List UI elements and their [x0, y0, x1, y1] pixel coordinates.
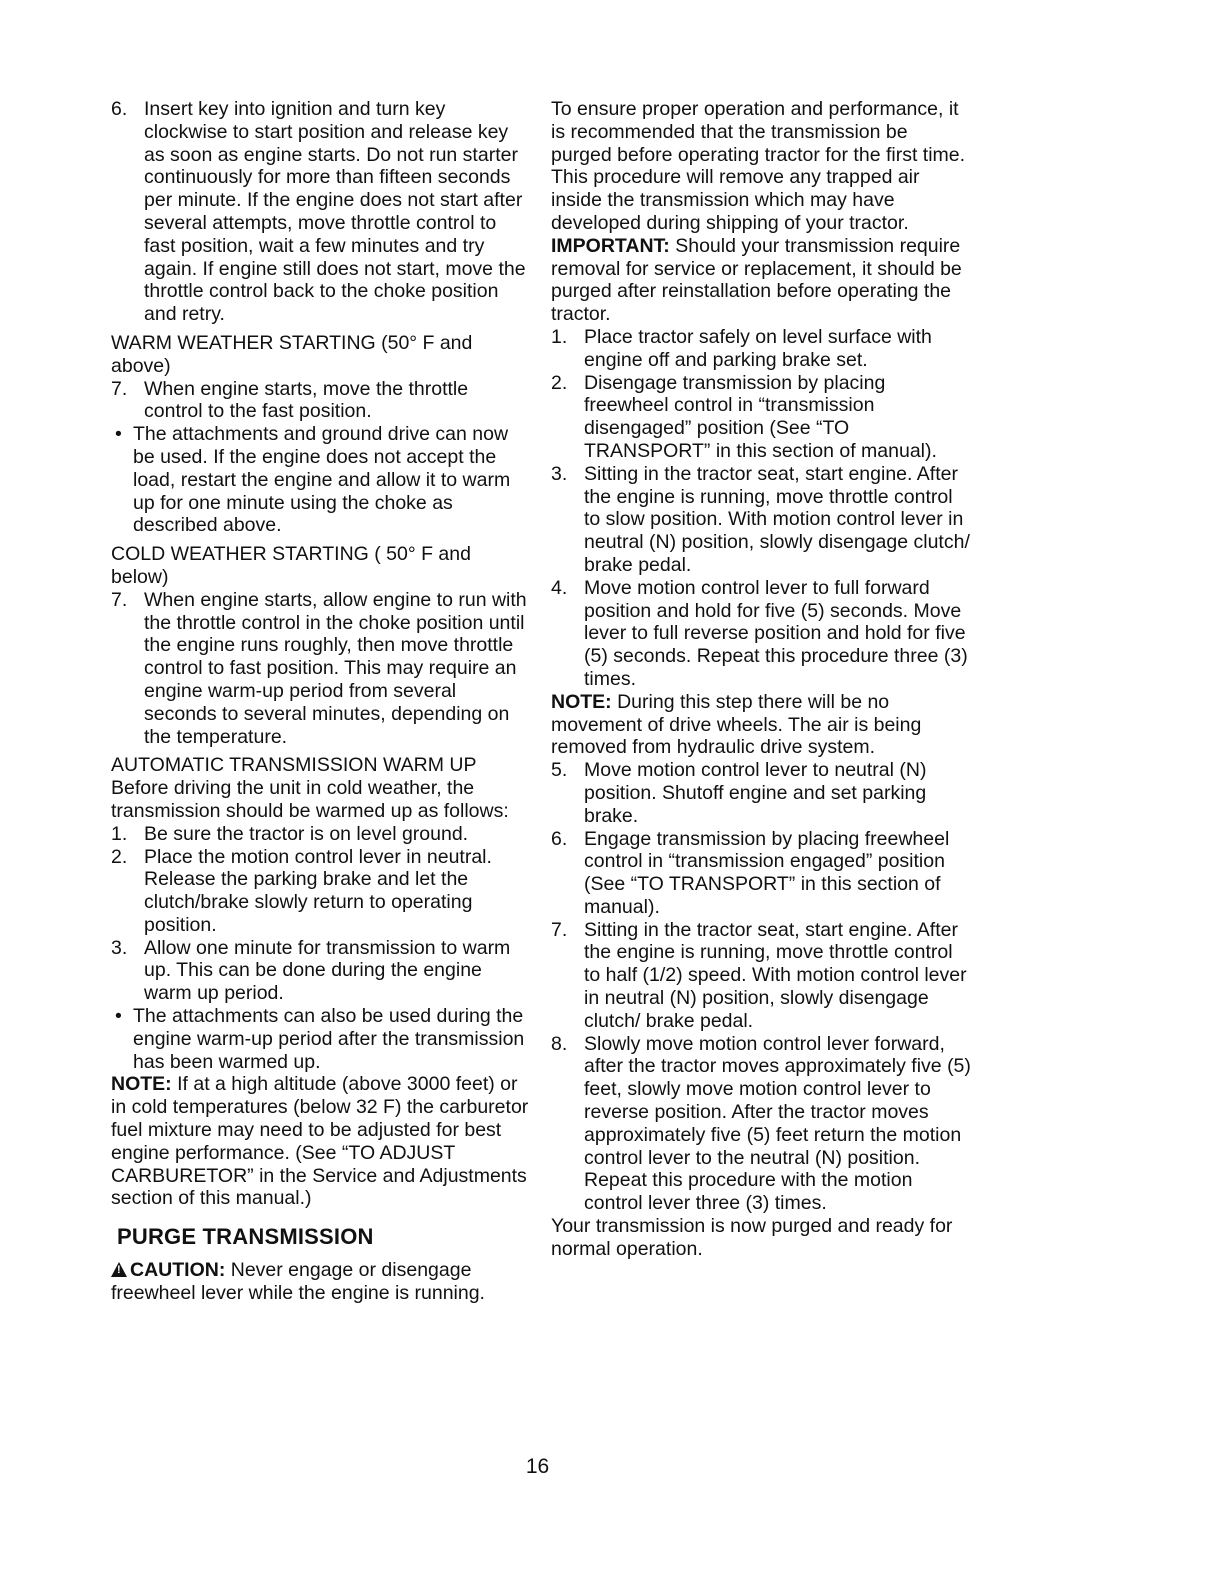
purge-step-5 — [551, 759, 971, 827]
cold-step-7 — [111, 589, 531, 749]
drive-wheels-note — [551, 691, 971, 759]
auto-intro: Before driving the unit in cold weather, the transmission should be warmed up as follows: — [111, 777, 509, 822]
warm-weather-heading: WARM WEATHER STARTING (50° F and above) — [111, 331, 473, 377]
note-text: If at a high altitude (above 3000 feet) or in cold temperatures (below 32 F) the carburetor fuel mixture may need to be adjusted for best engine performance. (See “TO ADJUST CARBURETOR” in the Service and Adjustments section of this manual.) — [111, 1073, 529, 1210]
step-number: 8. — [551, 1032, 568, 1055]
step-number: 2. — [111, 845, 128, 868]
note-label: NOTE: — [551, 690, 612, 713]
altitude-note — [111, 1073, 531, 1210]
step-text: Insert key into ignition and turn key clockwise to start position and release key as soon as engine starts. Do not run starter continuously for more than fifteen seconds per minute. If the engine does not start after several attempts, move throttle control to fast position, wait a few minutes and try again. If engine still does not start, move the throttle control back to the choke position and retry. — [144, 98, 526, 326]
purge-step-3 — [551, 463, 971, 577]
auto-transmission-heading: AUTOMATIC TRANSMISSION WARM UP — [111, 754, 477, 777]
step-text: Engage transmission by placing freewheel control in “transmission engaged” position (See “TO TRANSPORT” in this section of manual). — [584, 827, 950, 918]
important-note — [551, 235, 971, 326]
step-number: 4. — [551, 576, 568, 599]
step-number: 7. — [551, 918, 568, 941]
step-text: Be sure the tractor is on level ground. — [144, 822, 469, 845]
warning-triangle-icon — [111, 1262, 127, 1277]
step-number: 1. — [551, 325, 568, 348]
warm-step-7 — [111, 378, 531, 424]
step-number: 5. — [551, 759, 568, 782]
auto-step-2 — [111, 846, 531, 937]
purge-step-2 — [551, 372, 971, 463]
step-text: Allow one minute for transmission to warm up. This can be done during the engine warm up period. — [144, 936, 511, 1005]
left-column — [111, 98, 531, 1305]
auto-step-3 — [111, 937, 531, 1005]
step-text: Move motion control lever to full forward position and hold for five (5) seconds. Move lever to full reverse position and hold for five (5) seconds. Repeat this procedure three (3) times. — [584, 576, 968, 690]
step-number: 6. — [551, 827, 568, 850]
important-text: Should your transmission require removal for service or replacement, it should be purged after reinstallation before operating the tractor. — [551, 234, 962, 326]
auto-step-1 — [111, 823, 531, 846]
caution-label: CAUTION: — [130, 1259, 226, 1282]
step-number: 6. — [111, 98, 128, 120]
note-text: During this step there will be no movement of drive wheels. The air is being removed from hydraulic drive system. — [551, 690, 922, 759]
step-number: 1. — [111, 822, 128, 845]
note-label: NOTE: — [111, 1073, 172, 1096]
step-text: Sitting in the tractor seat, start engine. After the engine is running, move throttle control to slow position. With motion control lever in neutral (N) position, slowly disengage clutch/ brake pedal. — [584, 462, 970, 576]
purge-step-4 — [551, 577, 971, 691]
step-number: 7. — [111, 588, 128, 611]
bullet-marker: • — [115, 423, 122, 446]
page-number: 16 — [525, 1455, 550, 1478]
step-text: Place the motion control lever in neutral. Release the parking brake and let the clutch/brake slowly return to operating position. — [144, 845, 492, 936]
step-number: 3. — [551, 462, 568, 485]
step-text: When engine starts, allow engine to run with the throttle control in the choke position until the engine runs roughly, then move throttle control to fast position. This may require an engine warm-up period from several seconds to several minutes, depending on the temperature. — [144, 588, 527, 748]
step-number: 2. — [551, 371, 568, 394]
purge-closing: Your transmission is now purged and ready for normal operation. — [551, 1215, 953, 1260]
purge-step-8 — [551, 1033, 971, 1215]
bullet-marker: • — [115, 1005, 122, 1028]
right-column — [551, 98, 971, 1261]
step-text: Slowly move motion control lever forward, after the tractor moves approximately five (5) feet, slowly move motion control lever to reverse position. After the tractor moves approximately five (5) feet return the motion control lever to the neutral (N) position. Repeat this procedure with the motion control lever three (3) times. — [584, 1032, 971, 1215]
purge-transmission-title: PURGE TRANSMISSION — [117, 1224, 374, 1250]
caution-statement — [111, 1259, 531, 1305]
purge-step-1 — [551, 326, 971, 372]
step-text: Place tractor safely on level surface with engine off and parking brake set. — [584, 325, 932, 371]
caution-text: Never engage or disengage freewheel lever while the engine is running. — [111, 1259, 485, 1304]
bullet-text: The attachments and ground drive can now be used. If the engine does not accept the load, restart the engine and allow it to warm up for one minute using the choke as described above. — [133, 423, 511, 537]
purge-step-7 — [551, 919, 971, 1033]
auto-bullet — [111, 1005, 531, 1073]
purge-intro: To ensure proper operation and performance, it is recommended that the transmission be purged before operating tractor for the first time. This procedure will remove any trapped air inside the transmission which may have developed during shipping of your tractor. — [551, 98, 966, 234]
important-label: IMPORTANT: — [551, 234, 670, 257]
step-text: Sitting in the tractor seat, start engine. After the engine is running, move throttle control to half (1/2) speed. With motion control lever in neutral (N) position, slowly disengage clutch/ brake pedal. — [584, 918, 967, 1032]
bullet-text: The attachments can also be used during the engine warm-up period after the transmission has been warmed up. — [133, 1005, 525, 1073]
cold-weather-heading: COLD WEATHER STARTING ( 50° F and below) — [111, 543, 471, 588]
step-number: 7. — [111, 377, 128, 400]
step-text: Move motion control lever to neutral (N) position. Shutoff engine and set parking brake. — [584, 759, 927, 827]
step-6 — [111, 98, 531, 326]
step-text: When engine starts, move the throttle control to the fast position. — [144, 377, 469, 423]
step-number: 3. — [111, 936, 128, 959]
warm-bullet — [111, 423, 531, 537]
step-text: Disengage transmission by placing freewheel control in “transmission disengaged” position (See “TO TRANSPORT” in this section of manual). — [584, 371, 937, 462]
purge-step-6 — [551, 828, 971, 919]
